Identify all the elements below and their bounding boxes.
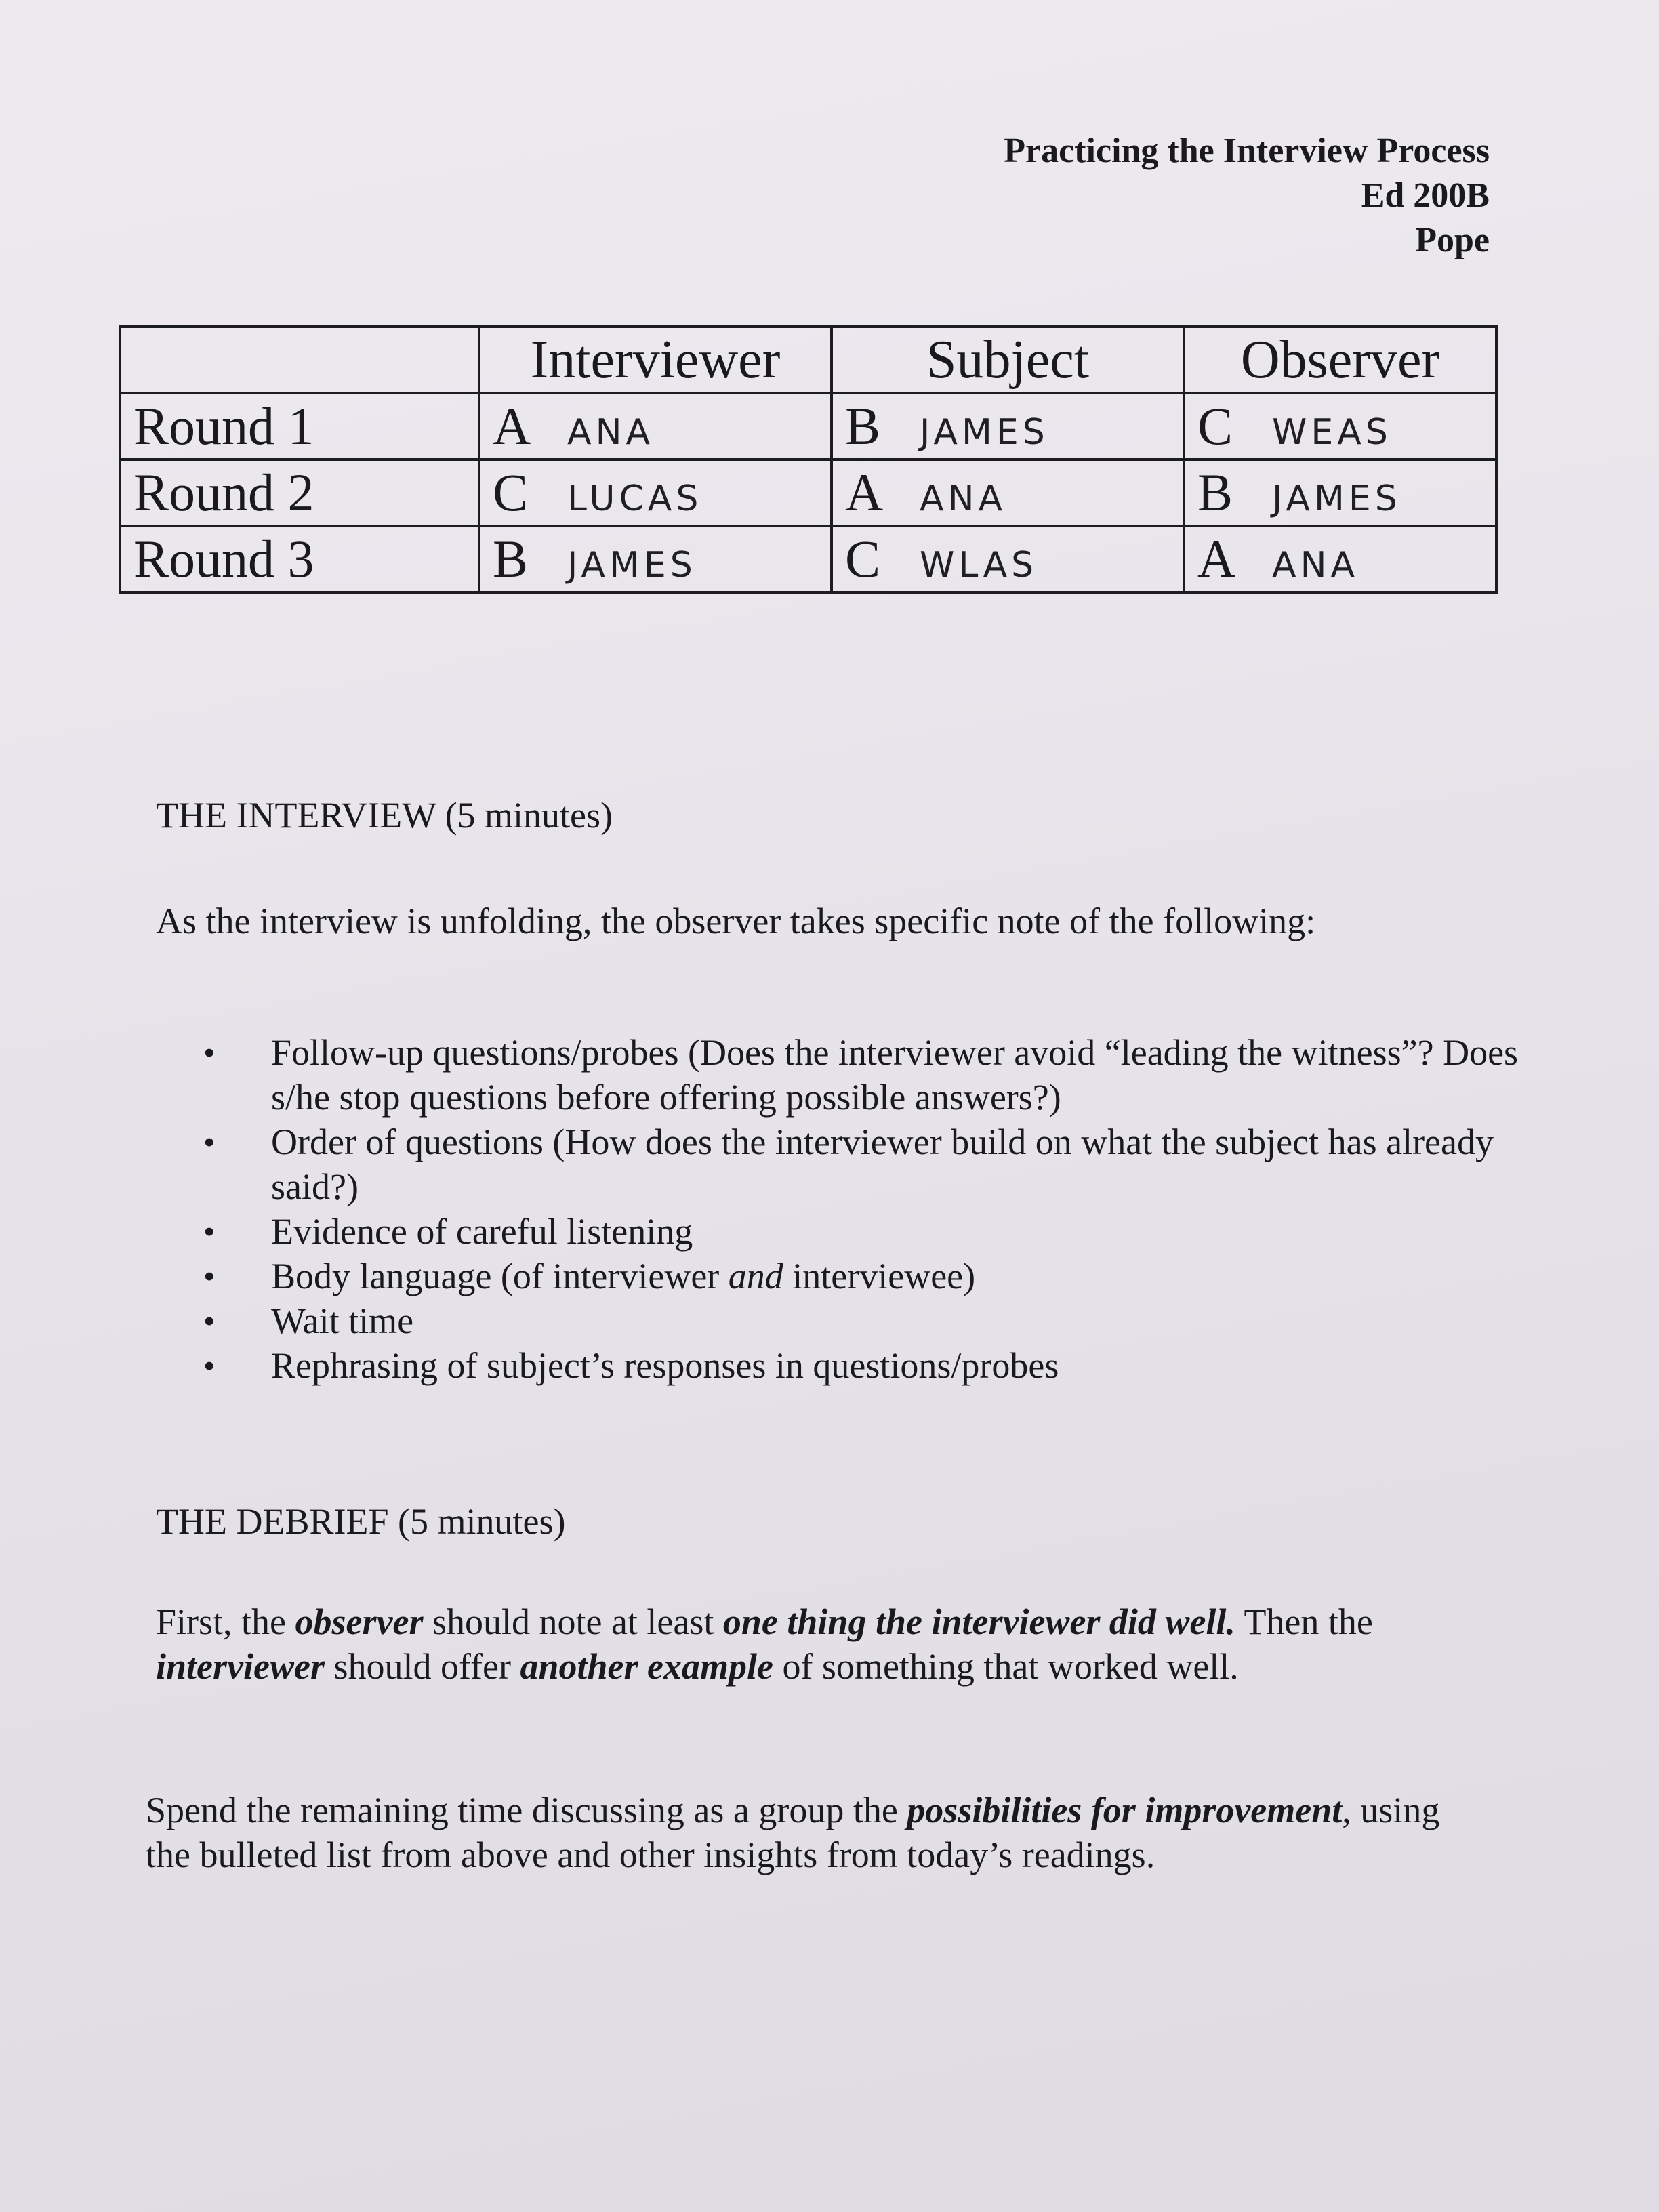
emphasis-run: one thing the interviewer did well. xyxy=(722,1601,1235,1642)
emphasis-run: possibilities for improvement xyxy=(907,1790,1343,1830)
text-run: should offer xyxy=(324,1646,520,1687)
document-header xyxy=(1004,129,1490,263)
text-run: Spend the remaining time discussing as a group the xyxy=(146,1790,907,1830)
subject-cell xyxy=(832,459,1184,526)
handwritten-name: WLAS xyxy=(920,545,1038,586)
table-row xyxy=(120,526,1496,592)
handwritten-name: ANA xyxy=(567,412,655,453)
text-run: should note at least xyxy=(423,1601,723,1642)
handwritten-name: JAMES xyxy=(567,545,697,586)
text-run: , using the bulleted list from above and other insights from today’s readings. xyxy=(146,1790,1440,1875)
emphasis-run: another example xyxy=(520,1646,773,1687)
handwritten-name: ANA xyxy=(1272,545,1359,586)
observer-cell xyxy=(1184,459,1496,526)
list-item: • Evidence of careful listening xyxy=(271,1209,1532,1254)
handwritten-name: ANA xyxy=(920,478,1007,519)
table-header-row xyxy=(120,327,1496,393)
column-header-subject: Subject xyxy=(832,327,1184,393)
debrief-section-title: THE DEBRIEF (5 minutes) xyxy=(156,1501,566,1542)
role-letter: C xyxy=(1197,396,1233,455)
debrief-paragraph-1 xyxy=(156,1599,1443,1689)
debrief-paragraph-2 xyxy=(146,1788,1447,1877)
text-run: Then the xyxy=(1235,1601,1373,1642)
table-row xyxy=(120,459,1496,526)
round-label: Round 2 xyxy=(120,459,479,526)
role-letter: B xyxy=(1197,463,1233,522)
subject-cell xyxy=(832,393,1184,459)
emphasis-run: interviewer xyxy=(156,1646,325,1687)
round-label: Round 3 xyxy=(120,526,479,592)
list-item-text: interviewee) xyxy=(783,1256,976,1296)
header-title: Practicing the Interview Process xyxy=(1004,131,1490,170)
role-letter: A xyxy=(845,463,884,522)
list-item: • Rephrasing of subject’s responses in questions/probes xyxy=(271,1343,1532,1388)
table-header-blank xyxy=(120,327,479,393)
interview-section-title: THE INTERVIEW (5 minutes) xyxy=(156,795,613,836)
handwritten-name: JAMES xyxy=(920,412,1049,453)
interview-intro: As the interview is unfolding, the observer takes specific note of the following: xyxy=(156,901,1316,941)
interviewer-cell xyxy=(479,459,832,526)
list-item: • Follow-up questions/probes (Does the interviewer avoid “leading the witness”? Does s/he stop questions before offering possible answers?) xyxy=(271,1030,1532,1120)
role-letter: A xyxy=(493,396,531,455)
rotation-table xyxy=(119,325,1498,594)
list-item xyxy=(271,1254,1532,1298)
role-letter: C xyxy=(845,529,881,588)
role-letter: B xyxy=(845,396,881,455)
emphasis-run: observer xyxy=(295,1601,424,1642)
list-item: • Wait time xyxy=(271,1298,1532,1343)
handwritten-name: WEAS xyxy=(1272,412,1392,453)
header-instructor: Pope xyxy=(1415,221,1490,260)
interviewer-cell xyxy=(479,393,832,459)
role-letter: B xyxy=(493,529,529,588)
header-course: Ed 200B xyxy=(1361,176,1490,215)
column-header-observer: Observer xyxy=(1184,327,1496,393)
round-label: Round 1 xyxy=(120,393,479,459)
subject-cell xyxy=(832,526,1184,592)
role-letter: A xyxy=(1197,529,1236,588)
list-item-text: Body language (of interviewer xyxy=(271,1256,729,1296)
interviewer-cell xyxy=(479,526,832,592)
table-row xyxy=(120,393,1496,459)
text-run: First, the xyxy=(156,1601,295,1642)
observer-cell xyxy=(1184,526,1496,592)
text-run: of something that worked well. xyxy=(773,1646,1239,1687)
list-item: • Order of questions (How does the interviewer build on what the subject has already said?) xyxy=(271,1120,1532,1209)
handwritten-name: LUCAS xyxy=(567,478,703,519)
role-letter: C xyxy=(493,463,529,522)
observation-list xyxy=(203,1030,1532,1388)
observer-cell xyxy=(1184,393,1496,459)
column-header-interviewer: Interviewer xyxy=(479,327,832,393)
list-item-emphasis: and xyxy=(728,1256,783,1296)
handwritten-name: JAMES xyxy=(1272,478,1401,519)
